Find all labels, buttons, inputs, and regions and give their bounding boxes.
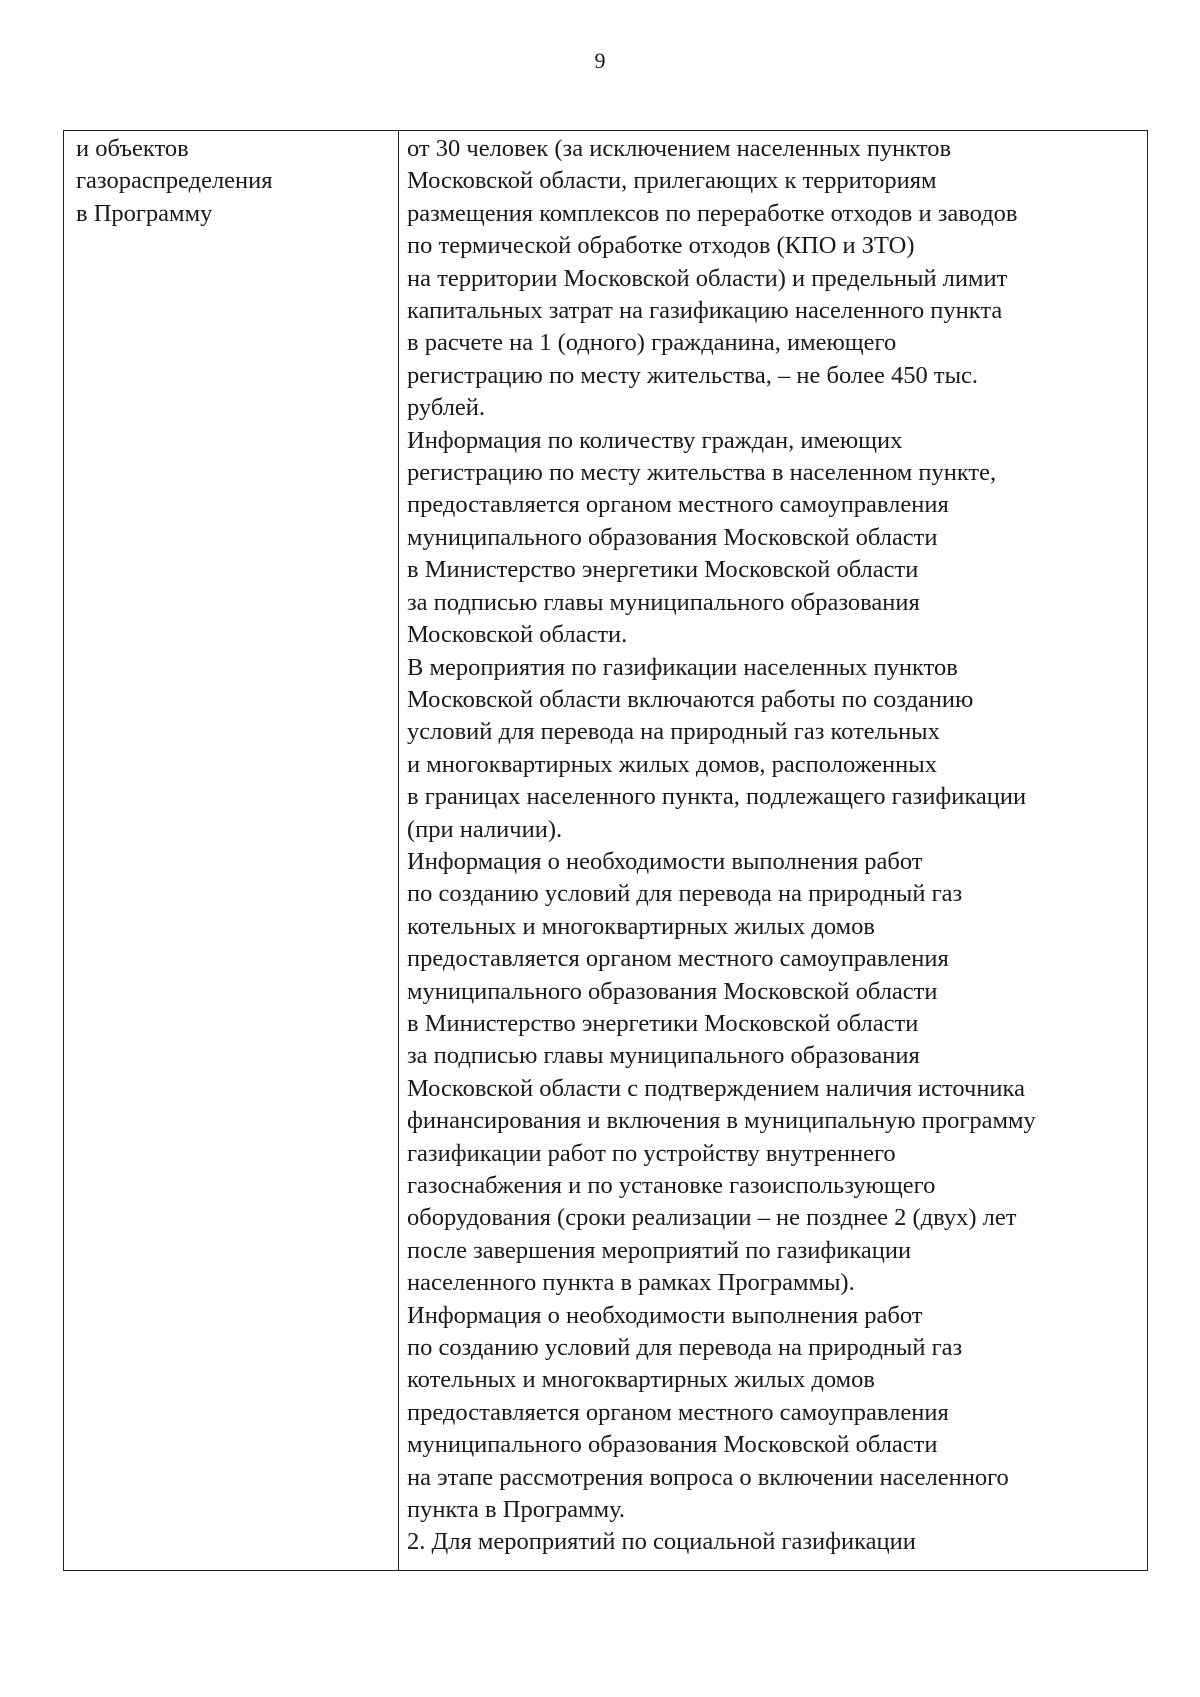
right-cell-text-line: по созданию условий для перевода на природный газ	[407, 1334, 963, 1362]
right-cell-text-line: за подписью главы муниципального образования	[407, 588, 920, 616]
right-cell-text-line: газификации работ по устройству внутреннего	[407, 1139, 896, 1167]
right-cell-text-line: за подписью главы муниципального образования	[407, 1042, 920, 1070]
right-cell-text-line: регистрацию по месту жительства, – не более 450 тыс.	[407, 361, 979, 389]
right-cell-text-line: Информация о необходимости выполнения работ	[407, 847, 923, 875]
right-cell-text-line: по термической обработке отходов (КПО и ЗТО)	[407, 232, 915, 260]
right-cell-text-line: населенного пункта в рамках Программы).	[407, 1269, 855, 1297]
right-cell-text-line: Московской области, прилегающих к территориям	[407, 167, 937, 195]
right-cell-text-line: в Министерство энергетики Московской области	[407, 1009, 919, 1037]
right-cell-text-line: Информация по количеству граждан, имеющих	[407, 426, 903, 454]
right-cell-text-line: предоставляется органом местного самоуправления	[407, 945, 949, 973]
table-cell-right	[399, 131, 1147, 1570]
right-cell-text-line: и многоквартирных жилых домов, расположенных	[407, 750, 937, 778]
right-cell-text-line: пункта в Программу.	[407, 1496, 626, 1524]
right-cell-text-line: муниципального образования Московской области	[407, 1431, 938, 1459]
right-cell-text-line: в расчете на 1 (одного) гражданина, имеющего	[407, 329, 897, 357]
right-cell-text-line: финансирования и включения в муниципальную программу	[407, 1107, 1036, 1135]
document-table	[63, 130, 1148, 1571]
right-cell-text-line: 2. Для мероприятий по социальной газификации	[407, 1528, 916, 1556]
left-cell-text-line: газораспределения	[76, 167, 273, 195]
left-cell-text-line: в Программу	[76, 199, 213, 227]
left-cell-text-line: и объектов	[76, 135, 189, 162]
right-cell-text-line: после завершения мероприятий по газификации	[407, 1236, 912, 1264]
right-cell-text-line: Московской области включаются работы по созданию	[407, 685, 974, 713]
right-cell-text-line: Информация о необходимости выполнения работ	[407, 1301, 923, 1329]
right-cell-text-line: Московской области с подтверждением наличия источника	[407, 1074, 1025, 1102]
right-cell-text-line: Московской области.	[407, 621, 628, 649]
table-cell-left	[64, 131, 399, 1570]
right-cell-text-line: условий для перевода на природный газ котельных	[407, 718, 940, 746]
right-cell-text-line: котельных и многоквартирных жилых домов	[407, 1366, 875, 1394]
right-cell-text-line: по созданию условий для перевода на природный газ	[407, 880, 963, 908]
right-cell-text-line: рублей.	[407, 394, 486, 422]
page-number: 9	[594, 48, 606, 73]
right-cell-text-line: предоставляется органом местного самоуправления	[407, 1398, 949, 1426]
right-cell-text-line: газоснабжения и по установке газоиспользующего	[407, 1172, 936, 1199]
right-cell-text-line: на этапе рассмотрения вопроса о включении населенного	[407, 1463, 1009, 1491]
right-cell-text-line: котельных и многоквартирных жилых домов	[407, 912, 875, 940]
right-cell-text-line: капитальных затрат на газификацию населенного пункта	[407, 297, 1003, 325]
right-cell-text-line: в Министерство энергетики Московской области	[407, 556, 919, 584]
right-cell-text-line: в границах населенного пункта, подлежащего газификации	[407, 783, 1027, 811]
right-cell-text-line: предоставляется органом местного самоуправления	[407, 491, 949, 519]
right-cell-text-line: регистрацию по месту жительства в населенном пункте,	[407, 459, 997, 487]
right-cell-text-line: оборудования (сроки реализации – не позднее 2 (двух) лет	[407, 1204, 1017, 1232]
right-cell-text-line: размещения комплексов по переработке отходов и заводов	[407, 199, 1018, 227]
right-cell-text-line: на территории Московской области) и предельный лимит	[407, 264, 1008, 292]
right-cell-text-line: муниципального образования Московской области	[407, 977, 938, 1005]
right-cell-text-line: от 30 человек (за исключением населенных пунктов	[407, 135, 952, 162]
right-cell-text-line: (при наличии).	[407, 815, 563, 843]
right-cell-text-line: муниципального образования Московской области	[407, 523, 938, 551]
right-cell-text-line: В мероприятия по газификации населенных пунктов	[407, 653, 958, 681]
